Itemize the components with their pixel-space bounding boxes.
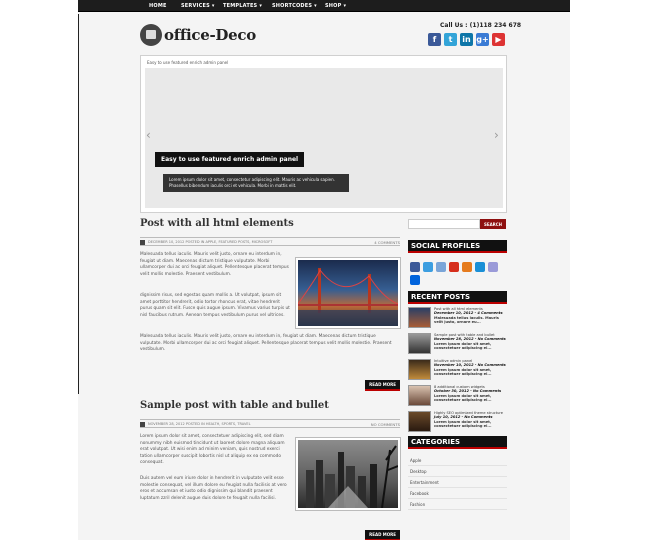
chevron-down-icon: ▾ — [211, 3, 215, 9]
read-more-button[interactable]: READ MORE — [365, 530, 400, 540]
city-skyline-image[interactable] — [296, 438, 400, 510]
linkedin-icon[interactable]: in — [460, 33, 473, 46]
nav-shop[interactable] — [325, 0, 346, 12]
recent-post-item[interactable] — [408, 385, 507, 408]
featured-slider — [140, 55, 507, 213]
nav-shop-label: SHOP — [325, 3, 342, 9]
google-plus-icon[interactable]: g+ — [476, 35, 489, 44]
post-paragraph: Malesuada tellus iaculis. Mauris velit justo, ornare eu interdum in, feugiat ut diam. Maecenas dictum tristique vulputate. Morbi ullamcorper dui ac orci feugiat aliquet. Pellentesque placerat tempus velit mollis molestie. Praesent vestibulum. — [140, 252, 289, 277]
recent-post-item[interactable] — [408, 333, 507, 356]
bridge-graphic — [298, 260, 398, 326]
read-more-button[interactable]: READ MORE — [365, 380, 400, 391]
post-article — [140, 400, 400, 540]
post-meta — [140, 419, 400, 428]
recent-post-date: July 10, 2012 - No Comments — [434, 415, 493, 420]
post-meta — [140, 237, 400, 246]
recent-post-thumbnail[interactable] — [408, 359, 431, 380]
recent-post-title[interactable]: Sample post with table and bullet — [434, 333, 495, 337]
post-date: NOVEMBER 28, 2012 — [148, 422, 185, 426]
youtube-icon[interactable] — [449, 262, 459, 272]
category-item[interactable]: Desktop — [408, 466, 507, 477]
linkedin-icon[interactable] — [475, 262, 485, 272]
facebook-icon[interactable]: f — [428, 33, 441, 46]
search-button[interactable]: SEARCH — [480, 219, 506, 229]
recent-post-thumbnail[interactable] — [408, 411, 431, 432]
recent-post-date: December 10, 2012 - 4 Comments — [434, 311, 503, 316]
post-paragraph: Lorem ipsum dolor sit amet, consectetuer adipiscing elit, sed diam nonummy nibh euismod tincidunt ut laoreet dolore magna aliquam erat volutpat. Ut wisi enim ad minim veniam, quis nostrud exerci tation ullamcorper suscipit lobortis nisl ut aliquip ex ea commodo consequat. — [140, 434, 285, 465]
recent-post-thumbnail[interactable] — [408, 307, 431, 328]
recent-post-thumbnail[interactable] — [408, 385, 431, 406]
nav-templates-label: TEMPLATES — [223, 3, 258, 9]
post-paragraph: Duis autem vel eum iriure dolor in hendrerit in vulputate velit esse molestie consequat, vel illum dolore eu feugiat nulla facilisis at vero eros et accumsan et iusto odio dignissim qui blandit praesent luptatum zzril delenit augue duis dolore te feugait nulla facilisi. — [140, 476, 287, 501]
search-form — [408, 219, 507, 229]
post-comments[interactable]: 4 COMMENTS — [374, 240, 400, 245]
site-logo[interactable] — [140, 22, 256, 48]
facebook-icon[interactable] — [410, 262, 420, 272]
post-categories[interactable]: POSTED IN APPLE, FEATURED POSTS, MICROSOFT — [185, 240, 273, 244]
post-paragraph: dignissim risus, sed egestas quam mollis a. Ut volutpat, ipsum sit amet porttitor hendrerit, odio tortor rhoncus erat, vitae hendrerit purus quam sit elit. Fusce quis augue ipsum. Vivamus varius turpis ut nisl faucibus rutrum. Aenean tempus vestibulum purus vel ultrices. — [140, 293, 290, 318]
recent-post-title[interactable]: Intuitive admin panel — [434, 359, 473, 363]
sidebar — [408, 219, 507, 510]
recent-post-excerpt: Lorem ipsum dolor sit amet, consectetuer adipiscing el... — [434, 393, 492, 402]
recent-post-excerpt: Lorem ipsum dolor sit amet, consectetuer adipiscing el... — [434, 341, 492, 350]
chevron-right-icon[interactable]: › — [494, 128, 499, 142]
left-border-line — [78, 14, 79, 394]
top-navigation — [78, 0, 570, 12]
nav-home[interactable]: HOME — [149, 3, 167, 9]
slide-text: Lorem ipsum dolor sit amet, consectetur adipiscing elit. Mauris ac vehicula sapien. Phasellus bibendum iaculis orci et vehicula. Morbi in mattis elit. — [163, 174, 349, 192]
social-profiles-title: SOCIAL PROFILES — [408, 240, 507, 253]
myspace-icon[interactable] — [488, 262, 498, 272]
logo-icon — [140, 24, 162, 46]
recent-post-title[interactable]: Post with all html elements — [434, 307, 483, 311]
recent-post-excerpt: Lorem ipsum dolor sit amet, consectetuer adipiscing el... — [434, 419, 492, 428]
post-comments[interactable]: NO COMMENTS — [370, 422, 400, 427]
header-social-icons — [428, 33, 505, 46]
recent-post-date: November 10, 2012 - No Comments — [434, 363, 506, 368]
twitter-icon[interactable]: t — [444, 33, 457, 46]
category-item[interactable]: Apple — [408, 455, 507, 466]
categories-title: CATEGORIES — [408, 436, 507, 449]
nav-shortcodes[interactable] — [272, 0, 317, 12]
rss-icon[interactable] — [462, 262, 472, 272]
youtube-icon[interactable]: ▶ — [492, 33, 505, 46]
recent-posts-title: RECENT POSTS — [408, 291, 507, 304]
category-item[interactable]: Fashion — [408, 499, 507, 510]
post-categories[interactable]: POSTED IN HEALTH, SPORTS, TRAVEL — [185, 422, 251, 426]
post-date: DECEMBER 10, 2012 — [148, 240, 185, 244]
recent-post-item[interactable] — [408, 411, 507, 434]
skype-icon[interactable] — [436, 262, 446, 272]
flickr-icon[interactable] — [410, 275, 420, 285]
nav-shortcodes-label: SHORTCODES — [272, 3, 313, 9]
twitter-icon[interactable] — [423, 262, 433, 272]
chevron-down-icon: ▾ — [343, 3, 347, 9]
slide-caption: Easy to use featured enrich admin panel — [155, 152, 304, 167]
post-title[interactable]: Post with all html elements — [140, 218, 294, 229]
recent-post-excerpt: Malesuada tellus iaculis. Mauris velit justo, ornare eu... — [434, 315, 499, 324]
recent-post-title[interactable]: Highly SEO optimized theme structure — [434, 411, 504, 415]
post-title[interactable]: Sample post with table and bullet — [140, 400, 329, 411]
recent-post-excerpt: Lorem ipsum dolor sit amet, consectetuer adipiscing el... — [434, 367, 492, 376]
golden-gate-image[interactable] — [296, 258, 400, 328]
sidebar-social-icons — [410, 262, 507, 285]
slide-small-title: Easy to use featured enrich admin panel — [147, 60, 229, 65]
calendar-icon — [140, 240, 145, 245]
logo-text: office-Deco — [164, 26, 256, 44]
calendar-icon — [140, 422, 145, 427]
recent-post-item[interactable] — [408, 359, 507, 382]
chevron-down-icon: ▾ — [314, 3, 317, 9]
category-list — [408, 455, 507, 510]
post-article — [140, 218, 400, 393]
post-paragraph: Malesuada tellus iaculis. Mauris velit justo, ornare eu interdum in, feugiat ut diam. Maecenas dictum tristique vulputate. Morbi ullamcorper dui ac orci feugiat aliquet. Pellentesque placerat tempus velit mollis molestie. Praesent vestibulum. — [140, 334, 392, 352]
recent-post-date: October 30, 2012 - No Comments — [434, 389, 502, 394]
chevron-down-icon: ▾ — [259, 3, 263, 9]
nav-services[interactable] — [181, 0, 215, 12]
category-item[interactable]: Facebook — [408, 488, 507, 499]
recent-post-date: November 28, 2012 - No Comments — [434, 337, 506, 342]
recent-post-thumbnail[interactable] — [408, 333, 431, 354]
search-input[interactable] — [408, 219, 480, 229]
skyline-graphic — [298, 440, 398, 508]
call-us-text: Call Us : (1)118 234 678 — [440, 22, 522, 29]
chevron-left-icon[interactable]: ‹ — [146, 128, 151, 142]
recent-post-item[interactable] — [408, 307, 507, 330]
nav-services-label: SERVICES — [181, 3, 210, 9]
category-item[interactable]: Entertainment — [408, 477, 507, 488]
recent-post-title[interactable]: 8 additional custom widgets — [434, 385, 485, 389]
nav-templates[interactable] — [223, 0, 262, 12]
